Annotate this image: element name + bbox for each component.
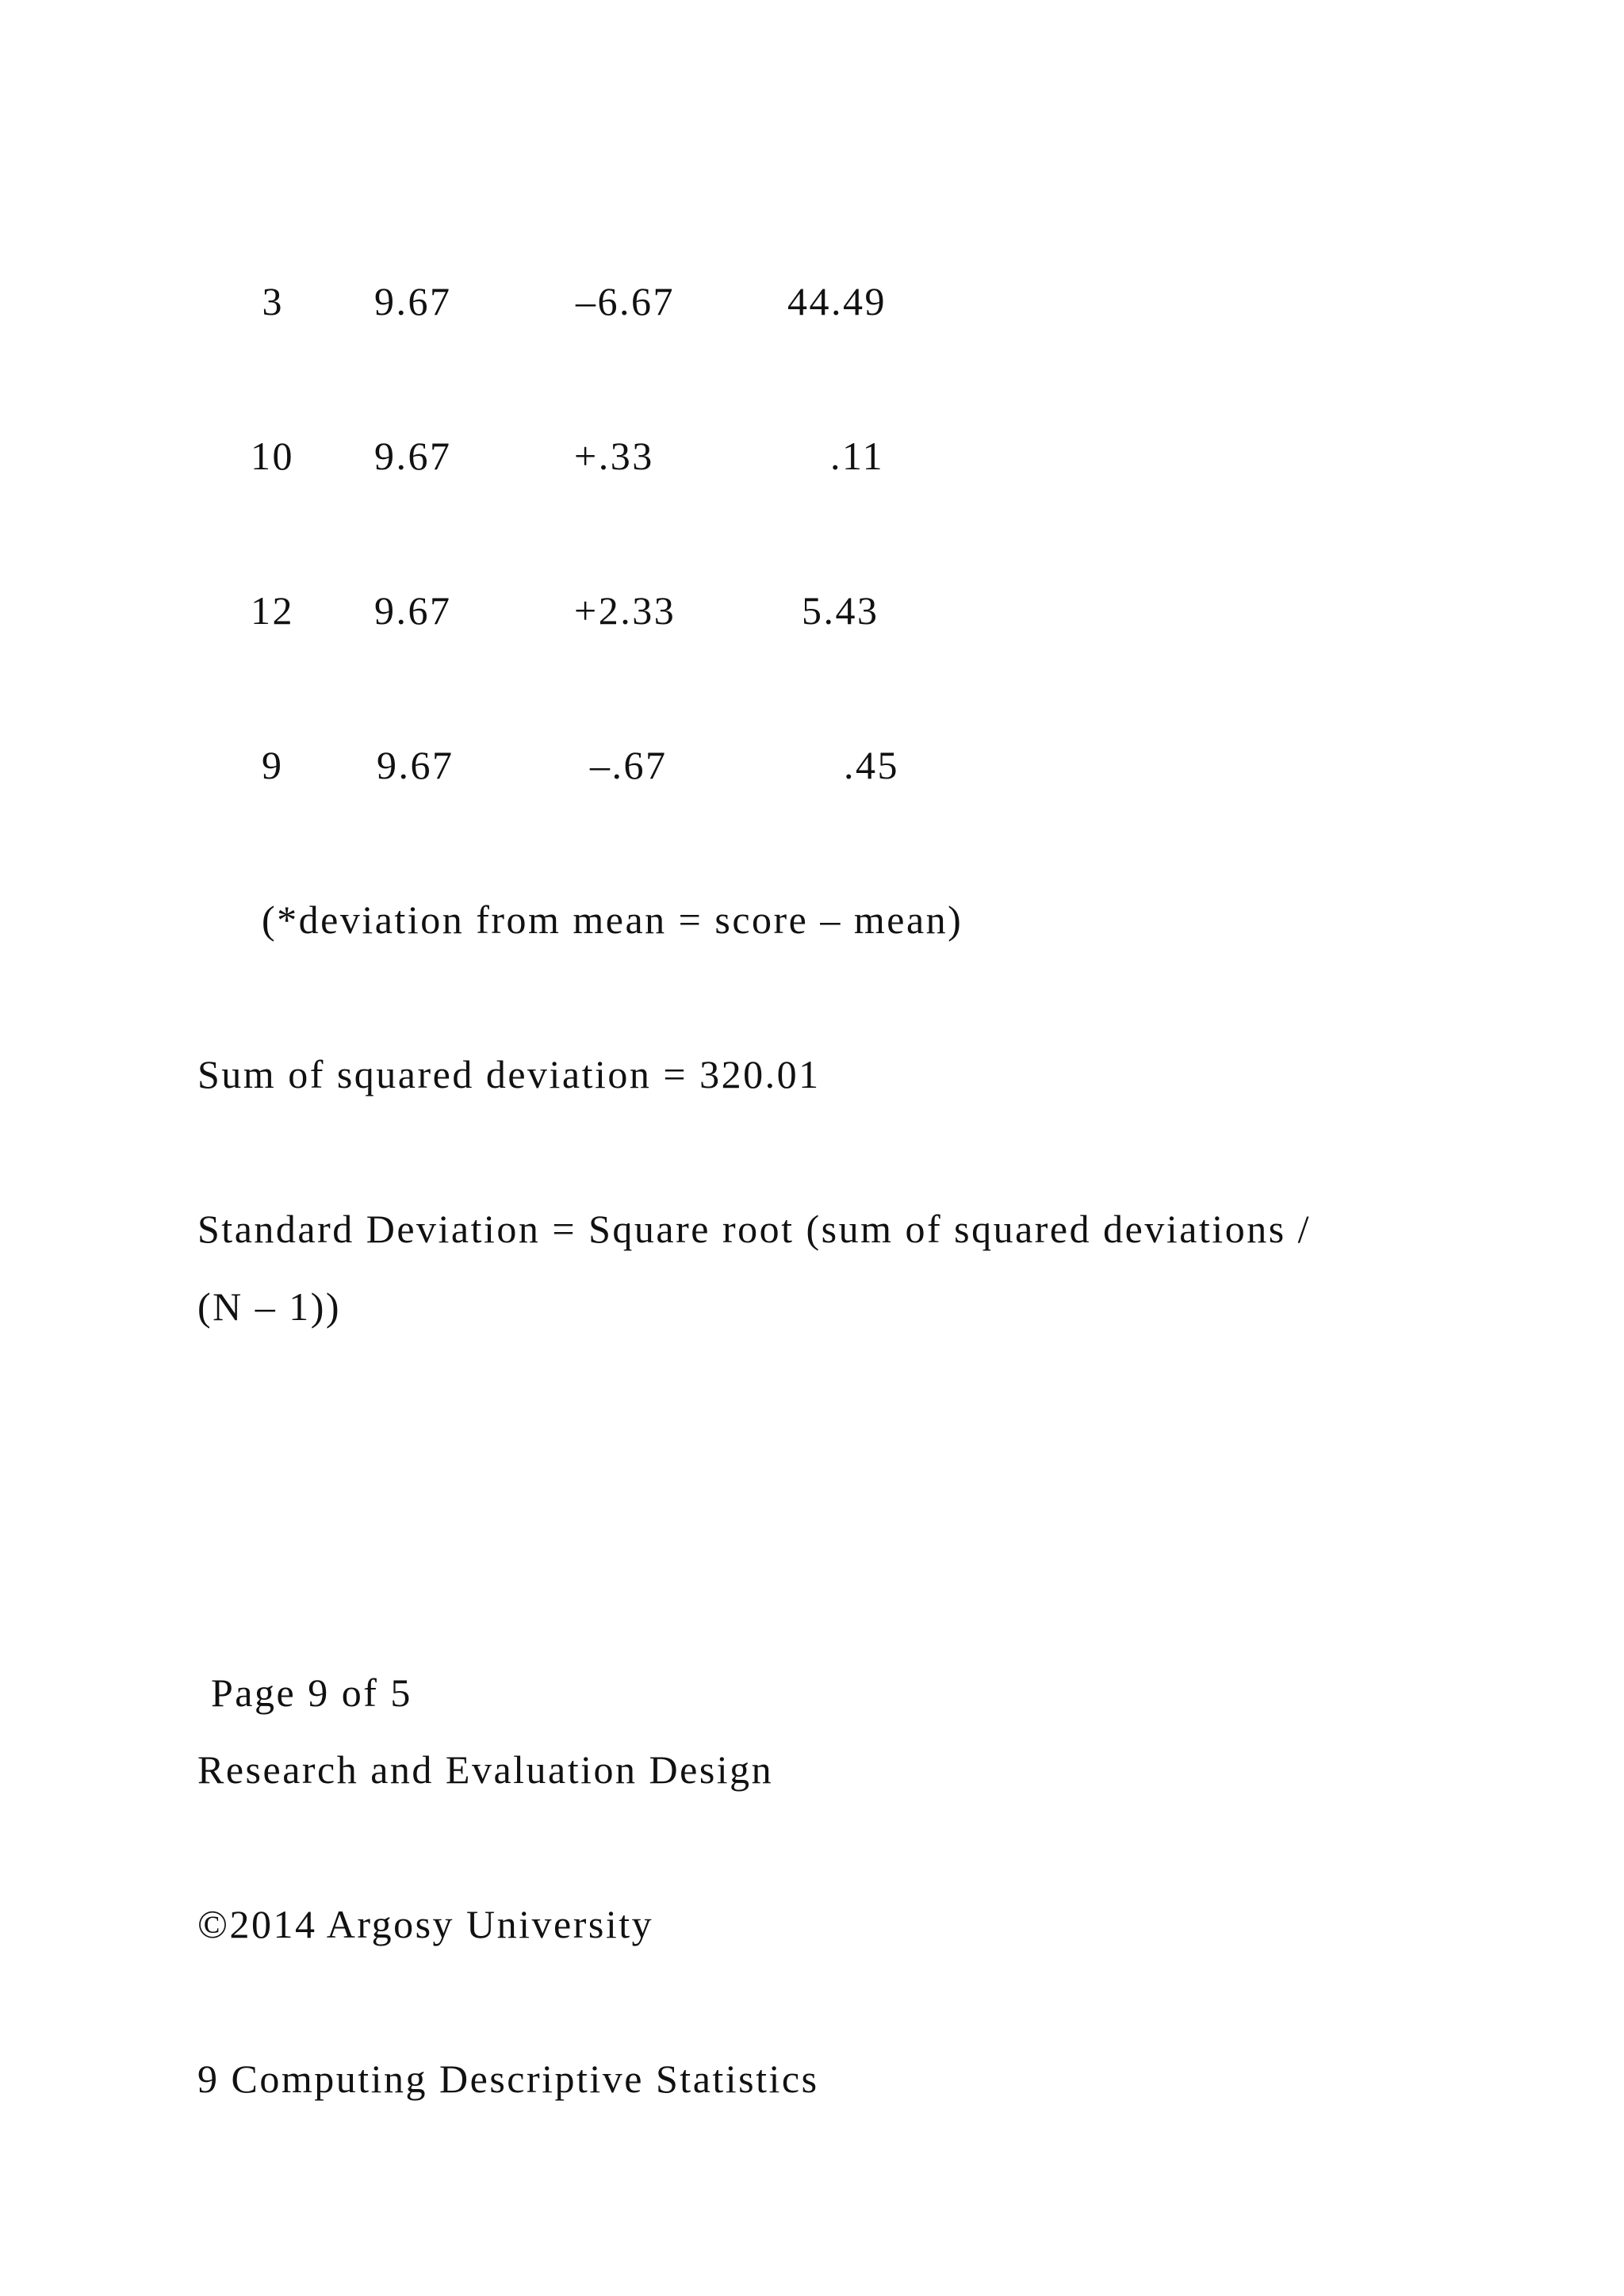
deviation-cell: –.67: [590, 743, 668, 787]
squared-deviation-cell: 5.43: [802, 588, 879, 633]
mean-cell: 9.67: [374, 279, 452, 323]
score-cell: 9: [262, 743, 284, 787]
sum-of-squares-line: Sum of squared deviation = 320.01: [197, 1052, 821, 1096]
standard-deviation-formula: Standard Deviation = Square root (sum of squared deviations /: [197, 1207, 1312, 1251]
deviation-footnote: (*deviation from mean = score – mean): [262, 897, 963, 942]
mean-cell: 9.67: [377, 743, 454, 787]
mean-cell: 9.67: [374, 588, 452, 633]
table-row: [0, 587, 1110, 634]
score-cell: 10: [251, 434, 294, 478]
deviation-cell: +2.33: [574, 588, 676, 633]
deviation-cell: +.33: [574, 434, 654, 478]
score-cell: 12: [251, 588, 294, 633]
squared-deviation-cell: .11: [830, 434, 885, 478]
table-row: 3 9.67 –6.67 44.49: [262, 279, 887, 323]
course-title: Research and Evaluation Design: [197, 1747, 774, 1792]
table-row: [0, 432, 1110, 480]
deviation-cell: –6.67: [576, 279, 675, 323]
squared-deviation-cell: .45: [844, 743, 899, 787]
mean-cell: 9.67: [374, 434, 452, 478]
copyright-notice: ©2014 Argosy University: [197, 1902, 654, 1946]
page-number: Page 9 of 5: [211, 1670, 412, 1715]
table-row: [0, 741, 1110, 789]
standard-deviation-formula-continued: (N – 1)): [197, 1284, 342, 1329]
squared-deviation-cell: 44.49: [787, 279, 887, 323]
module-title: 9 Computing Descriptive Statistics: [197, 2057, 819, 2101]
